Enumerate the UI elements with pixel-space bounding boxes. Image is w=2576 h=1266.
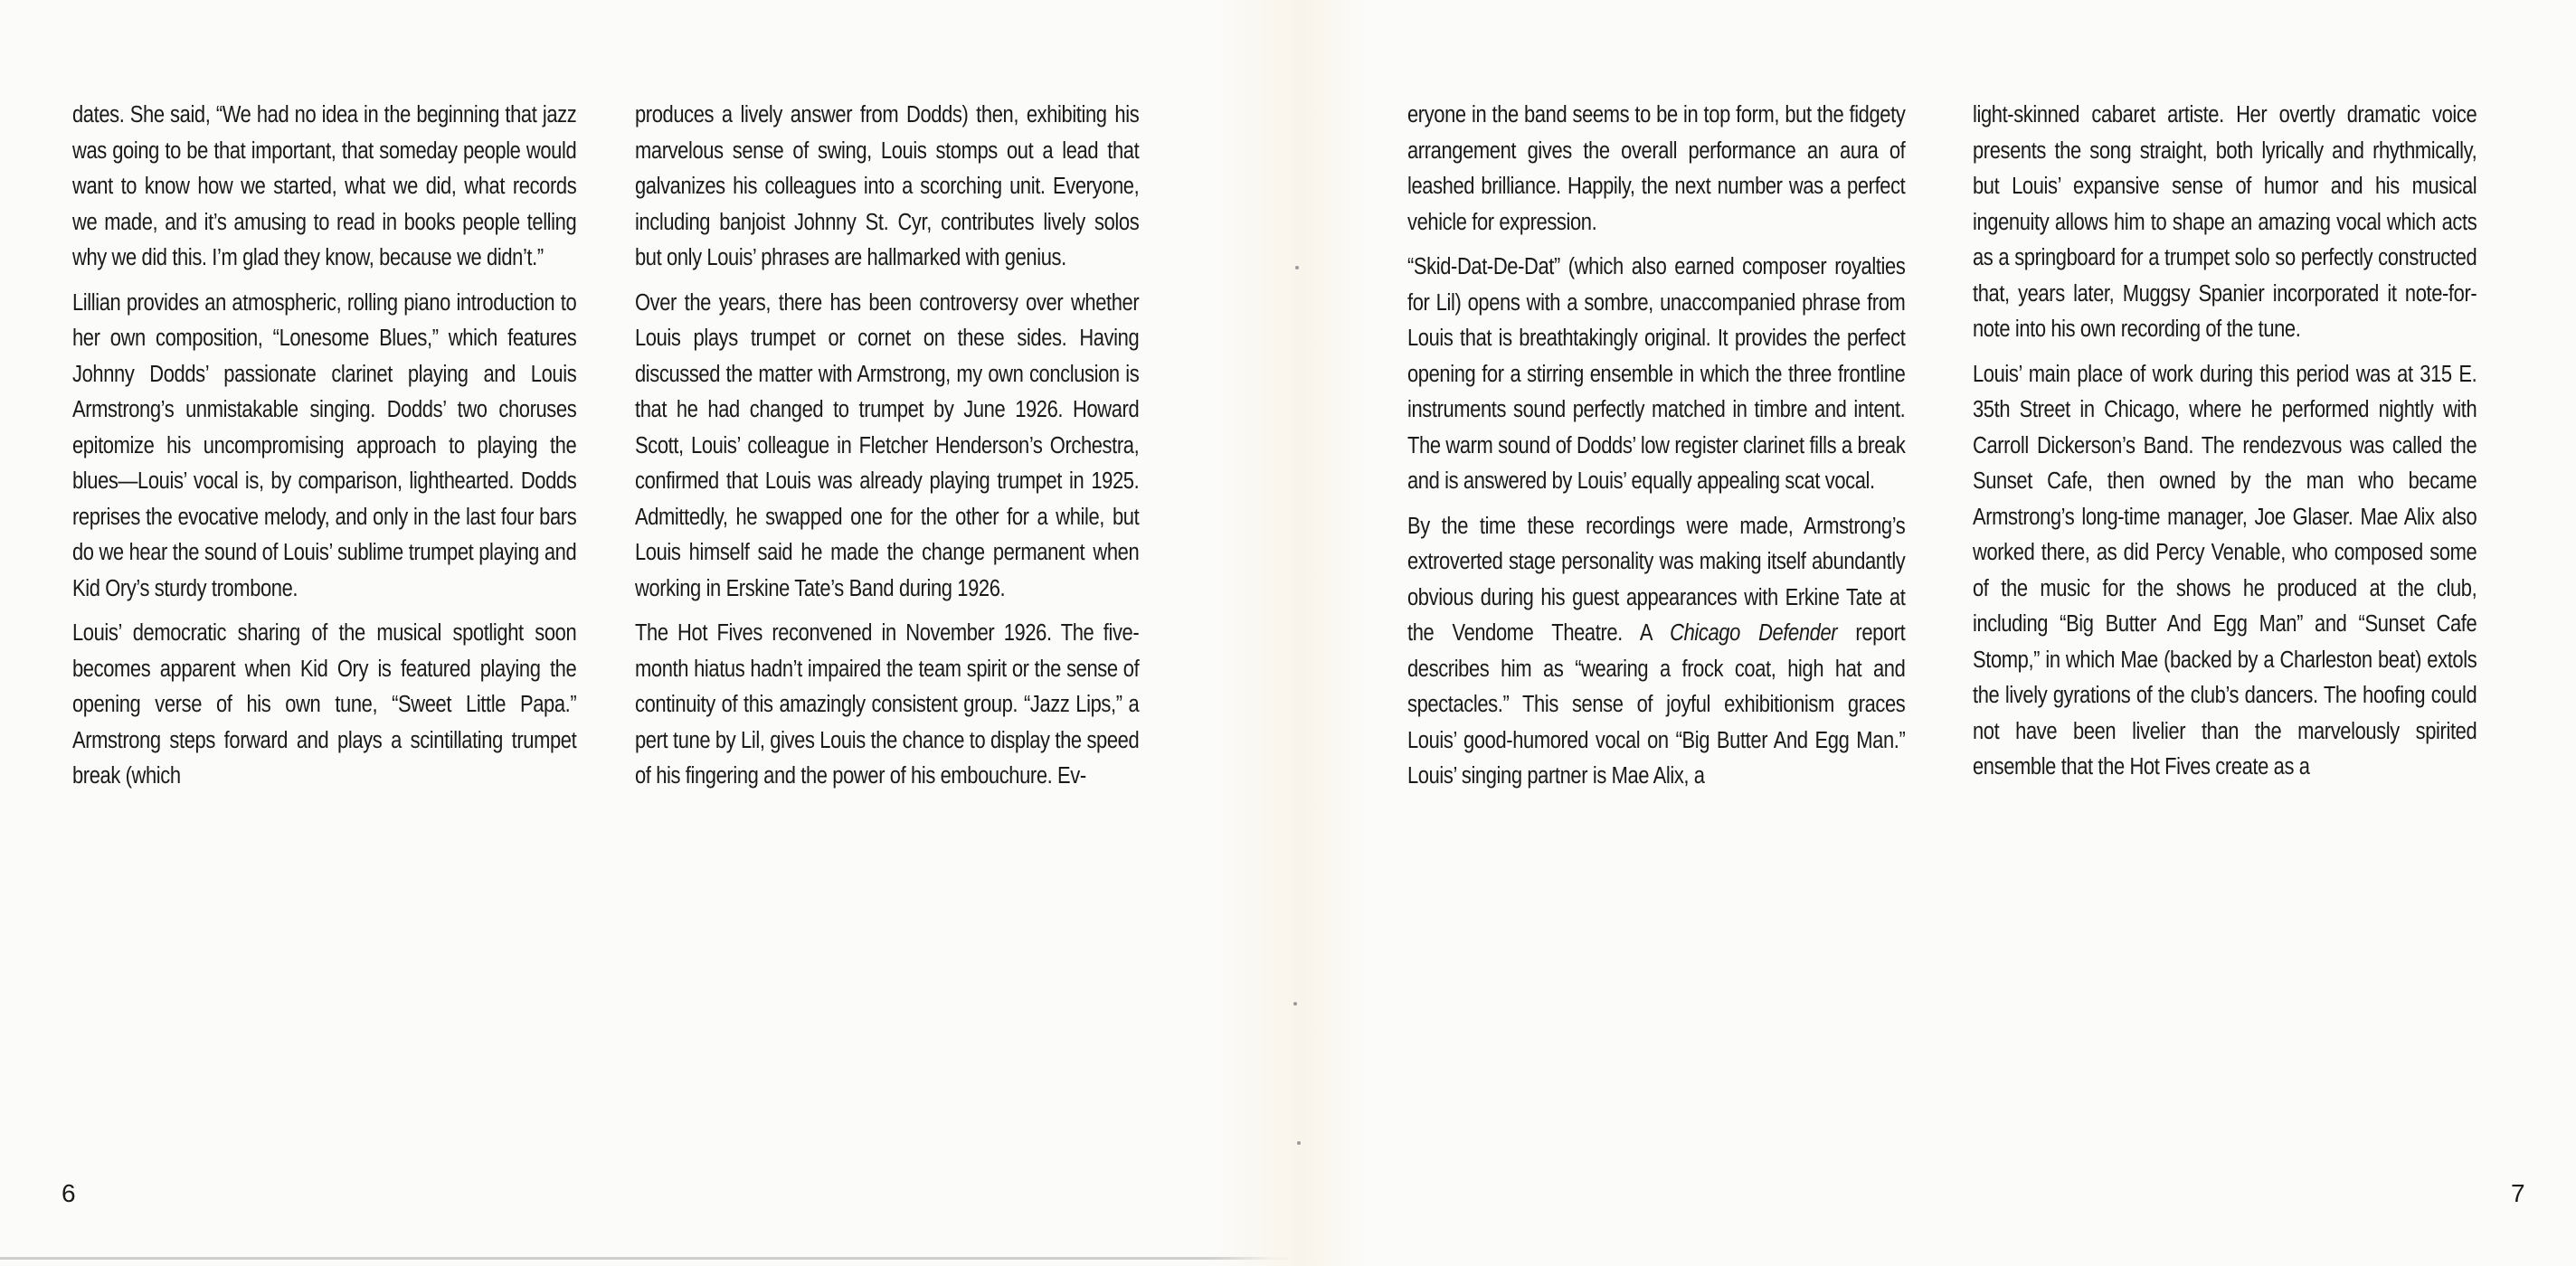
paper-speck bbox=[1293, 1002, 1297, 1006]
paper-speck bbox=[1295, 266, 1299, 269]
page-number-left: 6 bbox=[62, 1179, 76, 1207]
paragraph-text: By the time these recordings were made, Armstrong’s extroverted stage personality was making itself abundantly obvious during his guest appearances with Erkine Tate at the Vendome Theatre. A bbox=[1407, 513, 1906, 646]
left-page-column-1 bbox=[72, 98, 576, 804]
paragraph: Louis’ main place of work during this period was at 315 E. 35th Street in Chicago, where he performed nightly with Carroll Dickerson’s Band. The rendezvous was called the Sunset Cafe, then owned by the man who became Armstrong’s long-time manager, Joe Glaser. Mae Alix also worked there, as did Percy Venable, who composed some of the music for the shows he produced at the club, including “Big Butter And Egg Man” and “Sunset Cafe Stomp,” in which Mae (backed by a Charleston beat) extols the lively gyrations of the club’s dancers. The hoofing could not have been livelier than the marvelously spirited ensemble that the Hot Fives create as a bbox=[1973, 361, 2477, 779]
paper-speck bbox=[1297, 1141, 1301, 1145]
right-page-column-4 bbox=[1973, 98, 2477, 795]
publication-title: Chicago Defender bbox=[1670, 620, 1838, 646]
paragraph: Over the years, there has been controversy over whether Louis plays trumpet or cornet on these sides. Having discussed the matter with Armstrong, my own conclusion is that he had changed to trumpet by June 1926. Howard Scott, Louis’ colleague in Fletcher Henderson’s Orchestra, confirmed that Louis was already playing trumpet in 1925. Admittedly, he swapped one for the other for a while, but Louis himself said he made the change permanent when working in Erskine Tate’s Band during 1926. bbox=[635, 289, 1140, 601]
paragraph: “Skid-Dat-De-Dat” (which also earned composer royalties for Lil) opens with a sombre, unaccompanied phrase from Louis that is breathtakingly original. It provides the perfect opening for a stirring ensemble in which the three frontline instruments sound perfectly matched in timbre and intent. The warm sound of Dodds’ low register clarinet fills a break and is answered by Louis’ equally appealing scat vocal. bbox=[1407, 254, 1906, 494]
left-page-column-2 bbox=[635, 98, 1139, 804]
page-number-right: 7 bbox=[2511, 1179, 2525, 1207]
paragraph: light-skinned cabaret artiste. Her overtly dramatic voice presents the song straight, both lyrically and rhythmically, but Louis’ expansive sense of humor and his musical ingenuity allows him to shape an amazing vocal which acts as a springboard for a trumpet solo so perfectly constructed that, years later, Muggsy Spanier incorporated it note-for-note into his own recording of the tune. bbox=[1973, 102, 2477, 342]
paragraph bbox=[1407, 509, 1905, 795]
paragraph: Lillian provides an atmospheric, rolling piano introduction to her own composition, “Lonesome Blues,” which features Johnny Dodds’ passionate clarinet playing and Louis Armstrong’s unmistakable singing. Dodds’ two choruses epitomize his uncompromising approach to playing the blues—Louis’ vocal is, by comparison, lighthearted. Dodds reprises the evocative melody, and only in the last four bars do we hear the sound of Louis’ sublime trumpet playing and Kid Ory’s sturdy trombone. bbox=[72, 289, 577, 601]
paragraph: The Hot Fives reconvened in November 1926. The five-month hiatus hadn’t impaired the team spirit or the sense of continuity of this amazingly consistent group. “Jazz Lips,” a pert tune by Lil, gives Louis the chance to display the speed of his fingering and the power of his embouchure. Ev- bbox=[635, 620, 1140, 789]
page-bottom-edge bbox=[0, 1257, 1288, 1260]
right-page-column-3 bbox=[1407, 98, 1905, 804]
paragraph: eryone in the band seems to be in top form, but the fidgety arrangement gives the overall performance an aura of leashed brilliance. Happily, the next number was a perfect vehicle for expression. bbox=[1407, 102, 1906, 235]
paragraph: dates. She said, “We had no idea in the beginning that jazz was going to be that important, that someday people would want to know how we started, what we did, what records we made, and it’s amusing to read in books people telling why we did this. I’m glad they know, because we didn’t.” bbox=[72, 102, 577, 270]
paragraph: Louis’ democratic sharing of the musical spotlight soon becomes apparent when Kid Ory is featured playing the opening verse of his own tune, “Sweet Little Papa.” Armstrong steps forward and plays a scintillating trumpet break (which bbox=[72, 620, 577, 789]
paragraph: produces a lively answer from Dodds) then, exhibiting his marvelous sense of swing, Louis stomps out a lead that galvanizes his colleagues into a scorching unit. Everyone, including banjoist Johnny St. Cyr, contributes lively solos but only Louis’ phrases are hallmarked with genius. bbox=[635, 102, 1140, 270]
paragraph-text: report describes him as “wearing a frock coat, high hat and spectacles.” This sense of joyful exhibitionism graces Louis’ good-humored vocal on “Big Butter And Egg Man.” Louis’ singing partner is Mae Alix, a bbox=[1407, 620, 1906, 789]
book-gutter bbox=[1212, 0, 1366, 1266]
